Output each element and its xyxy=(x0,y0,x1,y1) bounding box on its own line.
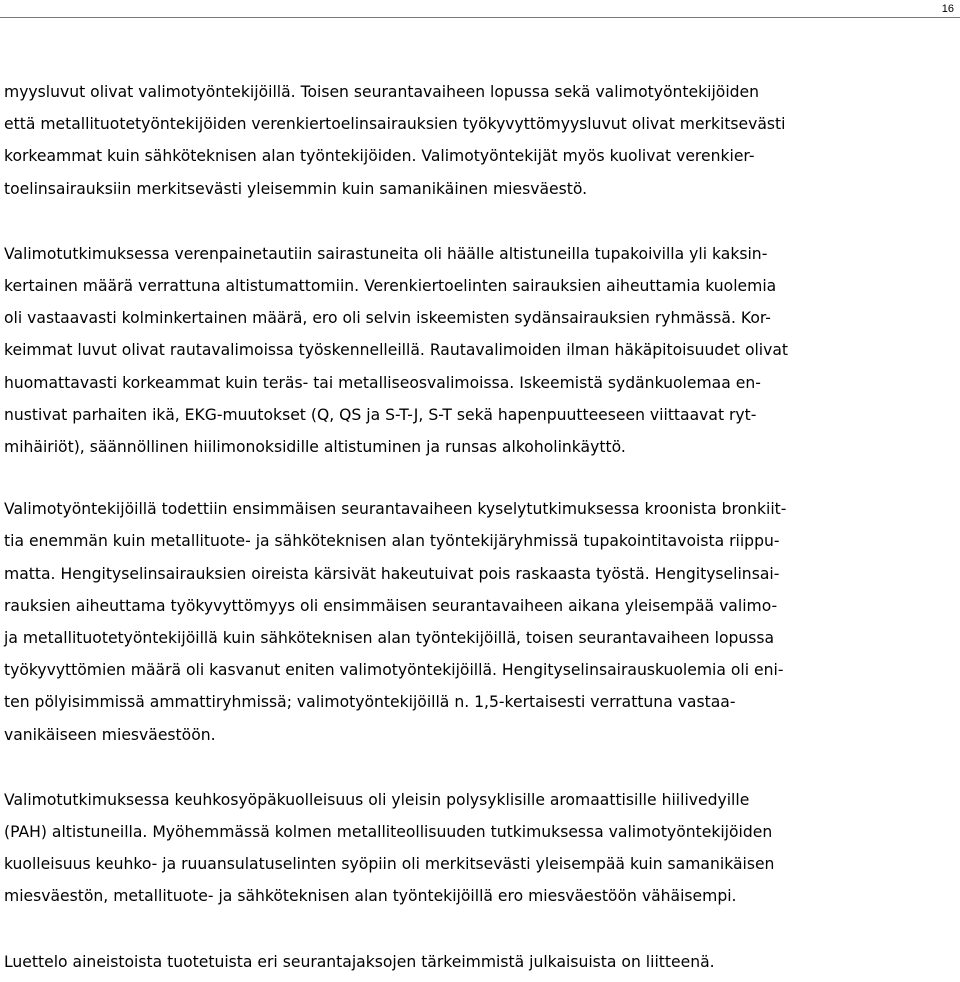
text-line: työkyvyttömien määrä oli kasvanut eniten valimotyöntekijöillä. Hengityselinsairauskuolemia oli eni- xyxy=(4,661,784,680)
text-line: myysluvut olivat valimotyöntekijöillä. Toisen seurantavaiheen lopussa sekä valimotyöntekijöiden xyxy=(4,83,760,101)
text-line: Valimotyöntekijöillä todettiin ensimmäisen seurantavaiheen kyselytutkimuksessa kroonista bronkiit- xyxy=(4,500,787,519)
text-line: että metallituotetyöntekijöiden verenkiertoelinsairauksien työkyvyttömyysluvut olivat merkitsevästi xyxy=(4,115,786,134)
text-line: toelinsairauksiin merkitsevästi yleisemmin kuin samanikäinen miesväestö. xyxy=(4,179,588,198)
text-line: ja metallituotetyöntekijöillä kuin sähköteknisen alan työntekijöillä, toisen seurantavaiheen lopussa xyxy=(4,629,775,648)
text-line: huomattavasti korkeammat kuin teräs- tai metalliseosvalimoissa. Iskeemistä sydänkuolemaa en- xyxy=(4,373,761,392)
text-line: vanikäiseen miesväestöön. xyxy=(4,725,216,744)
text-line: oli vastaavasti kolminkertainen määrä, ero oli selvin iskeemisten sydänsairauksien ryhmässä. Kor- xyxy=(4,309,771,328)
text-line: Valimotutkimuksessa verenpainetautiin sairastuneita oli häälle altistuneilla tupakoivilla yli kaksin- xyxy=(4,244,768,263)
paragraph-3 xyxy=(4,493,954,751)
text-line: nustivat parhaiten ikä, EKG-muutokset (Q, QS ja S-T-J, S-T sekä hapenpuutteeseen viittaavat ryt- xyxy=(4,405,757,424)
page-number: 16 xyxy=(941,3,954,15)
paragraph-4 xyxy=(4,784,954,913)
text-line: matta. Hengityselinsairauksien oireista kärsivät hakeutuivat pois raskaasta työstä. Hengityselinsai- xyxy=(4,564,780,583)
text-line: mihäiriöt), säännöllinen hiilimonoksidille altistuminen ja runsas alkoholinkäyttö. xyxy=(4,438,626,457)
text-line: kuolleisuus keuhko- ja ruuansulatuselinten syöpiin oli merkitsevästi yleisempää kuin samanikäisen xyxy=(4,855,775,874)
paragraph-1 xyxy=(4,76,954,205)
text-line: korkeammat kuin sähköteknisen alan työntekijöiden. Valimotyöntekijät myös kuolivat verenkier- xyxy=(4,147,755,166)
text-line: miesväestön, metallituote- ja sähköteknisen alan työntekijöillä ero miesväestöön vähäisempi. xyxy=(4,887,737,906)
text-line: keimmat luvut olivat rautavalimoissa työskennelleillä. Rautavalimoiden ilman häkäpitoisuudet olivat xyxy=(4,341,789,360)
text-line: Luettelo aineistoista tuotetuista eri seurantajaksojen tärkeimmistä julkaisuista on liitteenä. xyxy=(4,952,715,971)
header-divider xyxy=(0,17,960,18)
paragraph-5 xyxy=(4,946,954,978)
text-line: Valimotutkimuksessa keuhkosyöpäkuolleisuus oli yleisin polysyklisille aromaattisille hiilivedyille xyxy=(4,790,750,809)
document-body xyxy=(4,76,954,978)
paragraph-2 xyxy=(4,238,954,463)
text-line: kertainen määrä verrattuna altistumattomiin. Verenkiertoelinten sairauksien aiheuttamia kuolemia xyxy=(4,277,777,296)
text-line: tia enemmän kuin metallituote- ja sähköteknisen alan työntekijäryhmissä tupakointitavoista riippu- xyxy=(4,532,780,551)
text-line: (PAH) altistuneilla. Myöhemmässä kolmen metalliteollisuuden tutkimuksessa valimotyöntekijöiden xyxy=(4,823,773,842)
text-line: rauksien aiheuttama työkyvyttömyys oli ensimmäisen seurantavaiheen aikana yleisempää valimo- xyxy=(4,596,778,615)
text-line: ten pölyisimmissä ammattiryhmissä; valimotyöntekijöillä n. 1,5-kertaisesti verrattuna vastaa- xyxy=(4,693,736,712)
